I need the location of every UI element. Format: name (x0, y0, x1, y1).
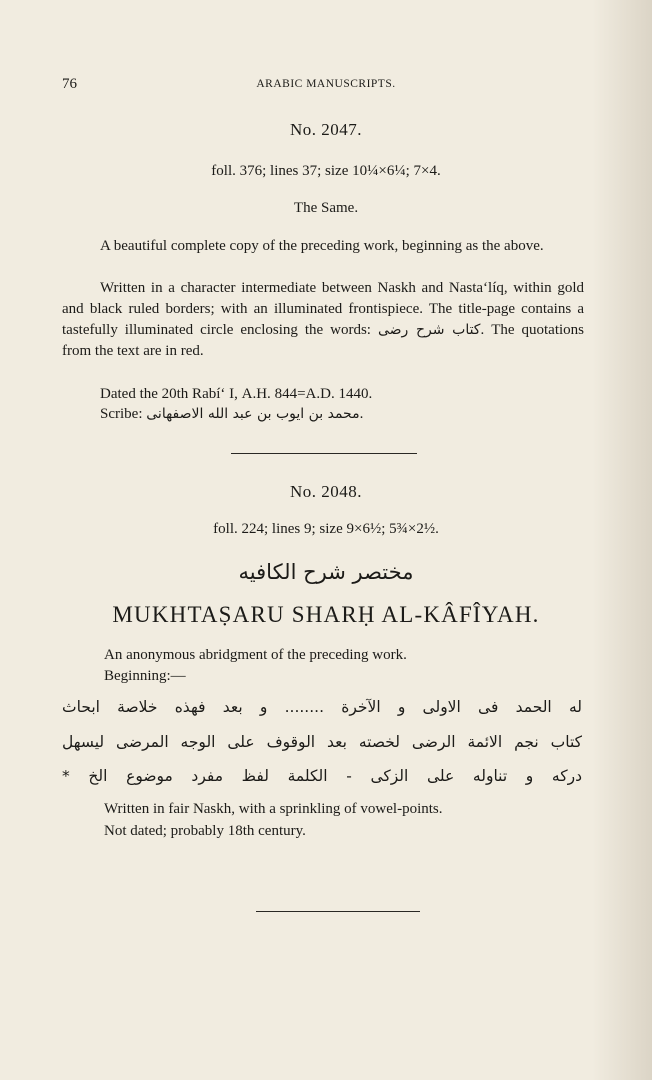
entry-subtitle: The Same. (293, 200, 359, 216)
script-description-paragraph (62, 278, 584, 362)
entry-number-2048: No. 2048. (289, 482, 363, 501)
arabic-title-phrase: كتاب شرح رضى (377, 322, 481, 338)
section-divider (256, 911, 420, 912)
scribe-name-arabic: محمد بن ايوب بن عبد الله الاصفهانى (146, 406, 360, 422)
paragraph-text: Written in a character intermediate between Naskh and Nasta‘líq, within gold and black ruled borders; with an illuminated frontispiece. The title-page contains a tastefully illuminated circle enclosing the words: (62, 280, 584, 338)
page-number: 76 (62, 76, 77, 92)
running-head: ARABIC MANUSCRIPTS. (256, 78, 396, 90)
arabic-work-title: مختصر شرح الكافيه (238, 560, 414, 584)
script-note: Written in fair Naskh, with a sprinkling of vowel-points. (104, 801, 443, 817)
entry-number-2047: No. 2047. (289, 120, 363, 139)
entry-collation: foll. 376; lines 37; size 10¼×6¼; 7×4. (211, 163, 441, 179)
date-ah-label: A.H. (241, 386, 271, 402)
entry-collation: foll. 224; lines 9; size 9×6½; 5¾×2½. (213, 521, 439, 537)
scribe-label: Scribe: (100, 406, 143, 422)
beginning-label: Beginning:— (104, 668, 186, 684)
work-title: MUKHTAṢARU SHARḤ AL-KÂFÎYAH. (112, 602, 540, 627)
page-edge-shadow (592, 0, 652, 1080)
date-ad-label: A.D. (305, 386, 335, 402)
scribe-line (100, 406, 363, 423)
description-paragraph: A beautiful complete copy of the preceding work, beginning as the above. (100, 238, 544, 254)
arabic-incipit-line: له الحمد فى الاولى و الآخرة ........ و بعد فهذه خلاصة ابحاث (62, 698, 582, 716)
description-line: An anonymous abridgment of the preceding work. (104, 647, 407, 663)
paragraph-text-end: . The quotations from the text are in red. (62, 322, 585, 359)
date-line (100, 386, 372, 403)
scribe-end: . (359, 406, 364, 422)
date-year: 1440. (338, 386, 373, 402)
arabic-incipit-line: كتاب نجم الائمة الرضى لخصته بعد الوقوف على الوجه المرضى ليسهل (62, 733, 582, 751)
section-divider (231, 453, 417, 454)
arabic-incipit-line: دركه و تناوله على الزكى - الكلمة لفظ مفرد موضوع الخ * (62, 767, 582, 785)
date-mid: 844= (274, 386, 306, 402)
date-prefix: Dated the 20th Rabí‘ I, (100, 386, 238, 402)
date-note: Not dated; probably 18th century. (104, 823, 306, 839)
